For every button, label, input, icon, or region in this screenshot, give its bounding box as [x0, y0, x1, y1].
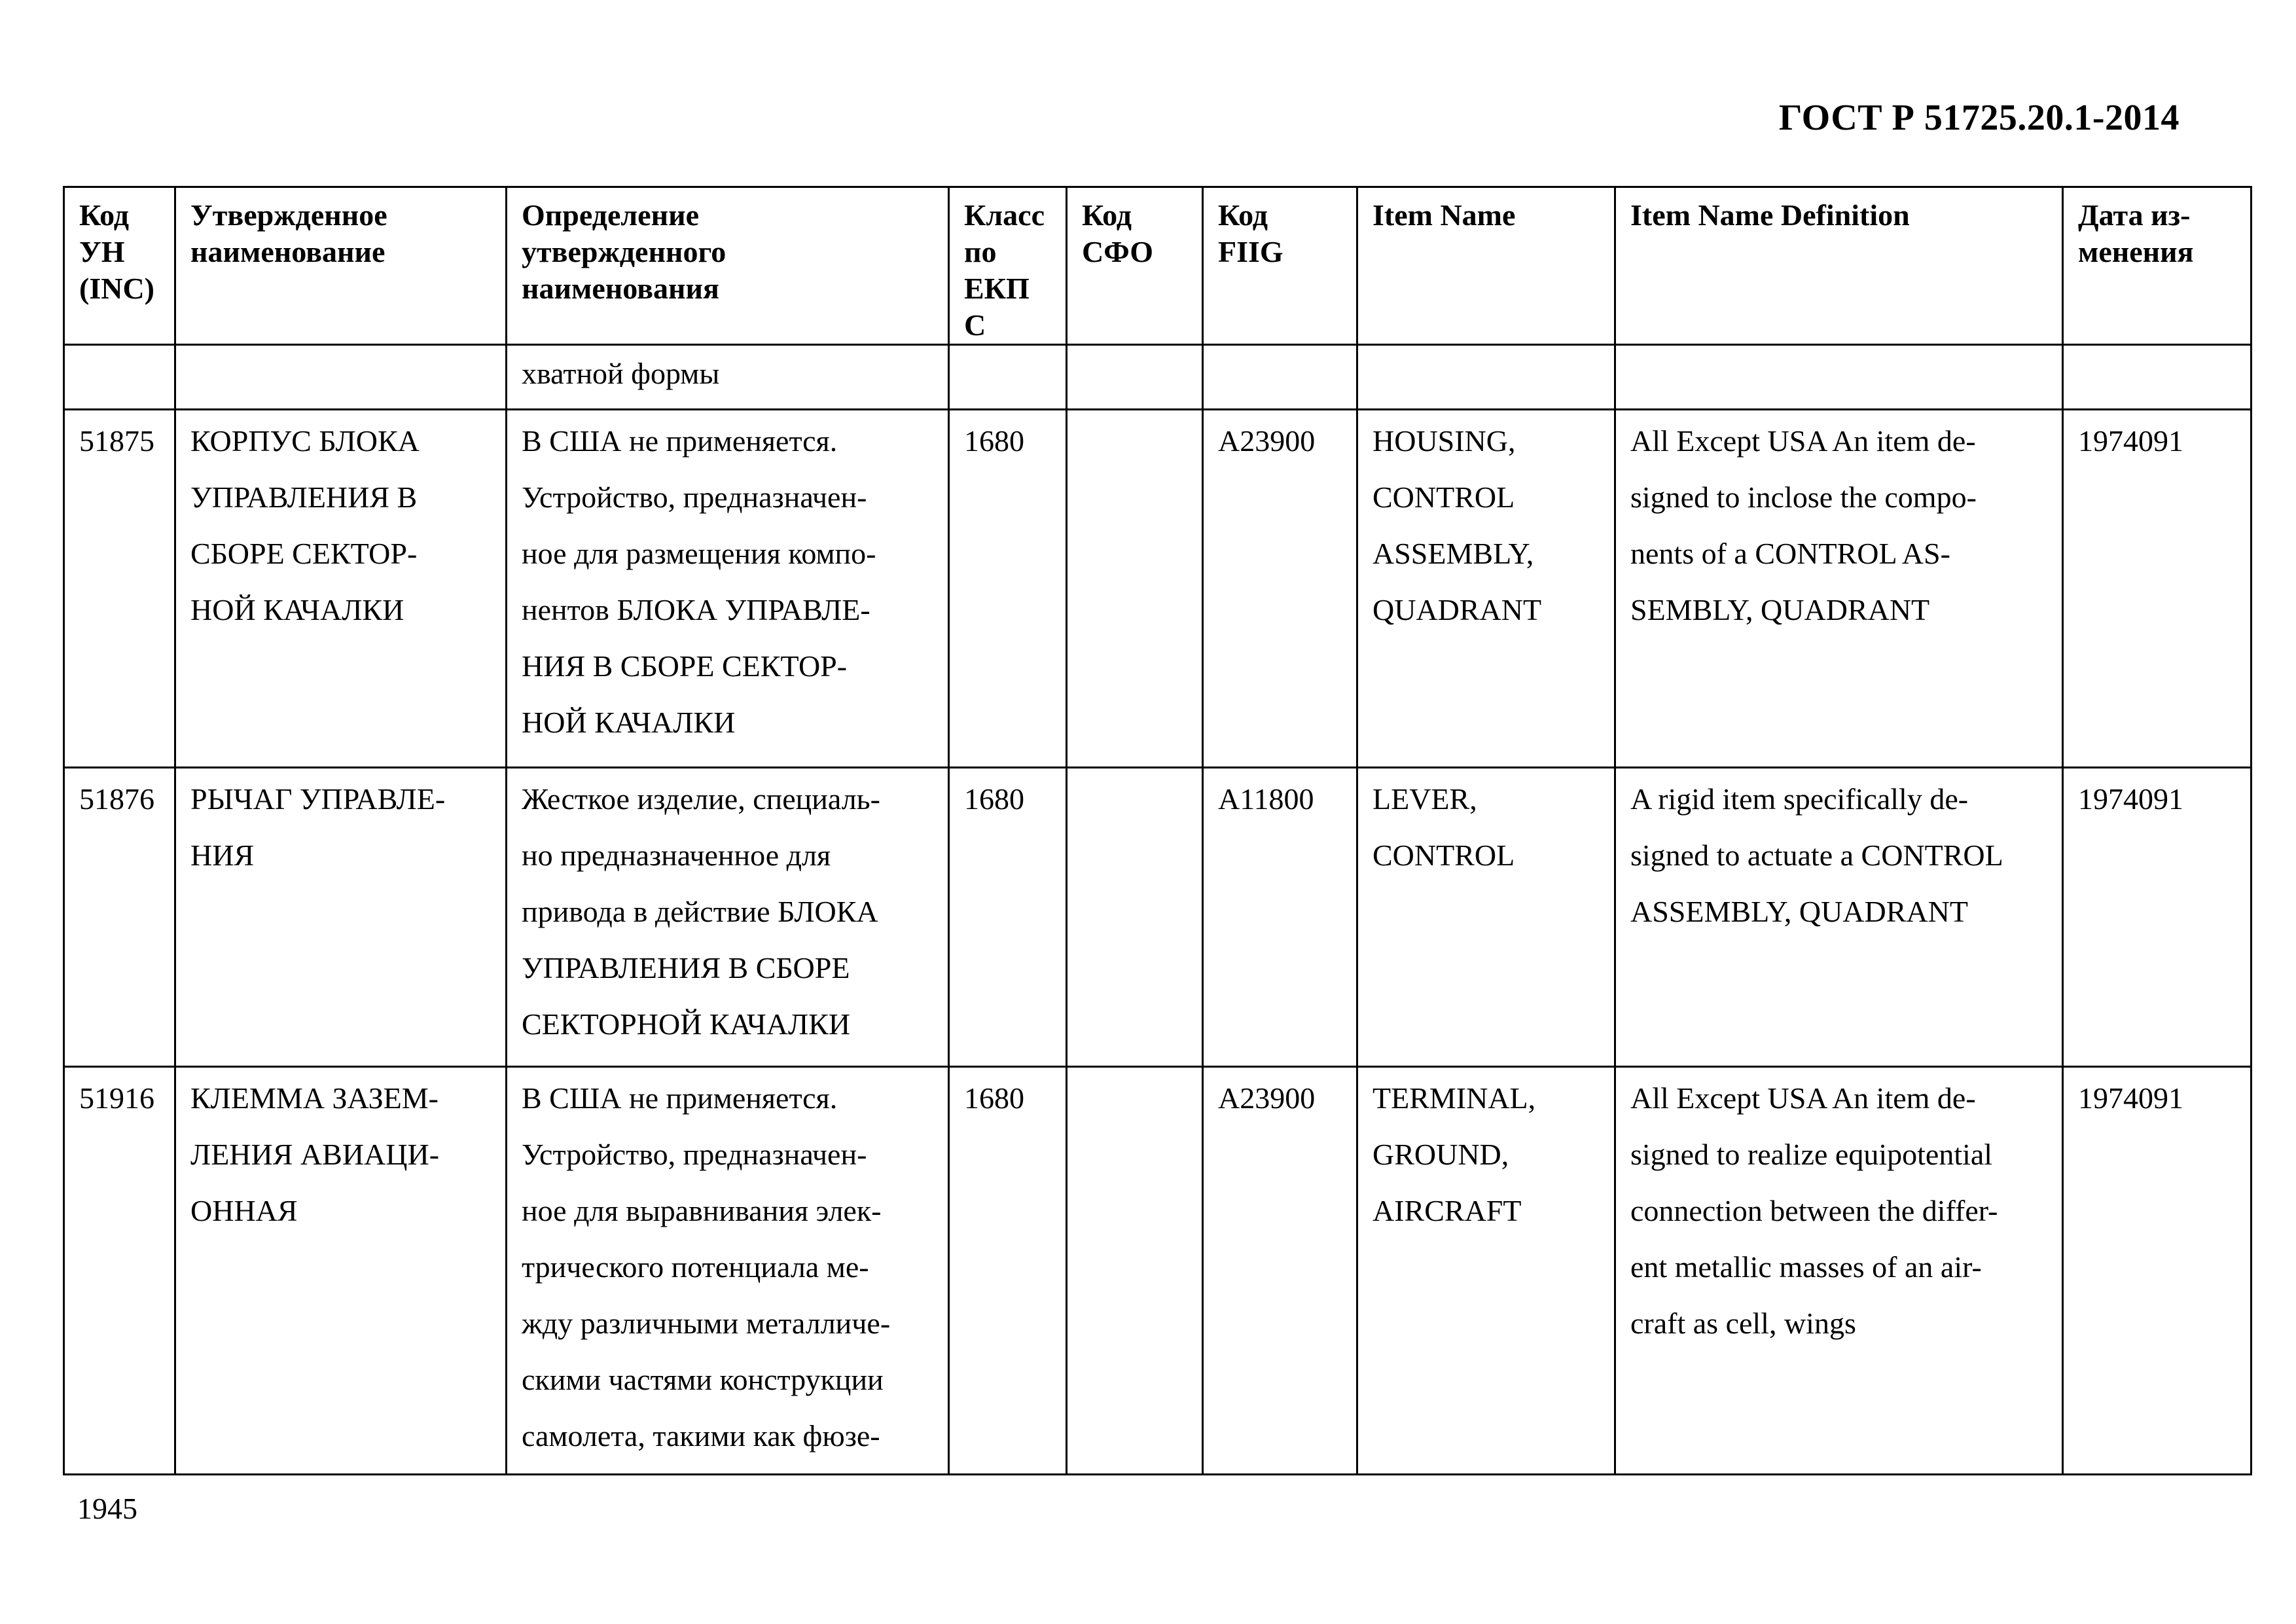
cell-date: 1974091: [2063, 768, 2251, 1067]
cell-item-name: TERMINAL, GROUND, AIRCRAFT: [1357, 1067, 1615, 1475]
header-approved-name: Утвержденное наименование: [175, 187, 507, 345]
header-approved-name-definition: Определение утвержденного наименования: [507, 187, 949, 345]
cell-class: 1680: [949, 768, 1067, 1067]
cell-date: 1974091: [2063, 410, 2251, 768]
header-change-date: Дата из- менения: [2063, 187, 2251, 345]
cell-item-name-definition: All Except USA An item de- signed to realize equipotential connection between the differ- ent metallic masses of an air- craft as cell, wings: [1615, 1067, 2063, 1475]
cell-empty: [949, 345, 1067, 410]
header-class: Класс по ЕКП С: [949, 187, 1067, 345]
header-inc-code: Код УН (INC): [64, 187, 175, 345]
header-fiig-code: Код FIIG: [1203, 187, 1357, 345]
cell-definition-continued: хватной формы: [507, 345, 949, 410]
table-row: [64, 768, 2251, 1067]
cell-inc: 51876: [64, 768, 175, 1067]
page-number: 1945: [77, 1492, 137, 1525]
cell-approved-name: РЫЧАГ УПРАВЛЕ- НИЯ: [175, 768, 507, 1067]
table-header-row: [64, 187, 2251, 345]
table-row: [64, 1067, 2251, 1475]
cell-inc: 51875: [64, 410, 175, 768]
cell-date: 1974091: [2063, 1067, 2251, 1475]
table-row: [64, 410, 2251, 768]
items-table: [63, 186, 2252, 1475]
cell-empty: [175, 345, 507, 410]
cell-empty: [2063, 345, 2251, 410]
cell-fiig: A23900: [1203, 410, 1357, 768]
cell-sfo: [1067, 768, 1203, 1067]
cell-item-name: LEVER, CONTROL: [1357, 768, 1615, 1067]
cell-approved-name: КЛЕММА ЗАЗЕМ- ЛЕНИЯ АВИАЦИ- ОННАЯ: [175, 1067, 507, 1475]
cell-empty: [1203, 345, 1357, 410]
cell-empty: [64, 345, 175, 410]
cell-class: 1680: [949, 1067, 1067, 1475]
cell-definition: В США не применяется. Устройство, предназначен- ное для выравнивания элек- трического потенциала ме- жду различными металличе- скими частями конструкции самолета, такими как фюзе-: [507, 1067, 949, 1475]
cell-definition: Жесткое изделие, специаль- но предназначенное для привода в действие БЛОКА УПРАВЛЕНИЯ В СБОРЕ СЕКТОРНОЙ КАЧАЛКИ: [507, 768, 949, 1067]
cell-empty: [1615, 345, 2063, 410]
cell-approved-name: КОРПУС БЛОКА УПРАВЛЕНИЯ В СБОРЕ СЕКТОР- НОЙ КАЧАЛКИ: [175, 410, 507, 768]
table-row-continuation: [64, 345, 2251, 410]
cell-sfo: [1067, 1067, 1203, 1475]
header-item-name-definition: Item Name Definition: [1615, 187, 2063, 345]
cell-item-name-definition: A rigid item specifically de- signed to actuate a CONTROL ASSEMBLY, QUADRANT: [1615, 768, 2063, 1067]
header-sfo-code: Код СФО: [1067, 187, 1203, 345]
header-item-name: Item Name: [1357, 187, 1615, 345]
cell-fiig: A23900: [1203, 1067, 1357, 1475]
cell-empty: [1357, 345, 1615, 410]
cell-sfo: [1067, 410, 1203, 768]
cell-class: 1680: [949, 410, 1067, 768]
cell-definition: В США не применяется. Устройство, предназначен- ное для размещения компо- нентов БЛОКА УПРАВЛЕ- НИЯ В СБОРЕ СЕКТОР- НОЙ КАЧАЛКИ: [507, 410, 949, 768]
cell-empty: [1067, 345, 1203, 410]
document-standard-number: ГОСТ Р 51725.20.1-2014: [1778, 98, 2179, 138]
cell-item-name-definition: All Except USA An item de- signed to inclose the compo- nents of a CONTROL AS- SEMBLY, QUADRANT: [1615, 410, 2063, 768]
cell-inc: 51916: [64, 1067, 175, 1475]
cell-item-name: HOUSING, CONTROL ASSEMBLY, QUADRANT: [1357, 410, 1615, 768]
cell-fiig: A11800: [1203, 768, 1357, 1067]
